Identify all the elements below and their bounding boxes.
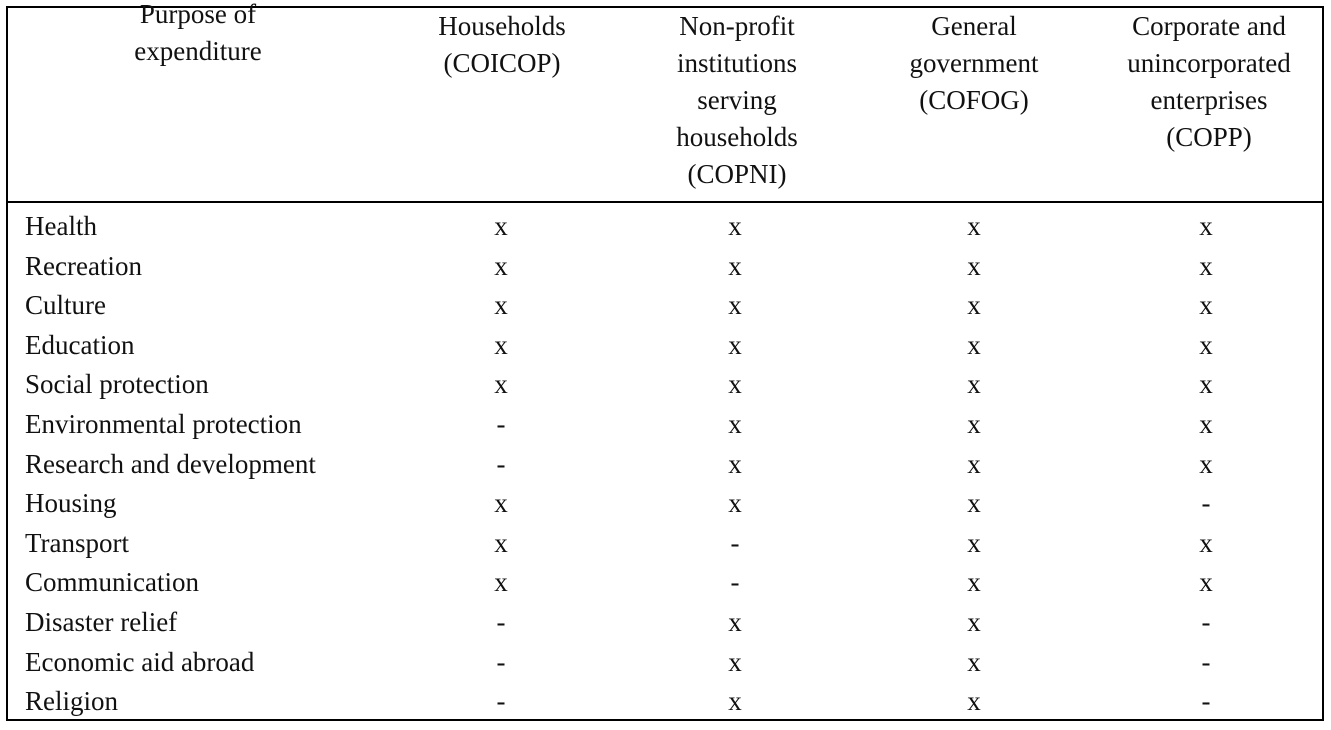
table-row xyxy=(8,208,1322,248)
table-row xyxy=(8,604,1322,644)
coverage-mark-enterprises: - xyxy=(1201,488,1211,519)
coverage-mark-government: x xyxy=(967,567,981,598)
purpose-label: Culture xyxy=(25,290,106,321)
coverage-mark-government: x xyxy=(967,290,981,321)
coverage-mark-enterprises: x xyxy=(1199,409,1213,439)
coverage-mark-households: - xyxy=(496,607,506,637)
coverage-mark-npish: x xyxy=(728,448,742,479)
purpose-label: Research and development xyxy=(25,448,316,479)
purpose-label: Religion xyxy=(25,686,118,717)
purpose-label: Transport xyxy=(25,527,130,558)
coverage-mark-government: x xyxy=(967,250,981,281)
coverage-mark-government: x xyxy=(967,329,981,360)
header-npish: Non-profit institutions serving households (COPNI) xyxy=(676,11,798,189)
expenditure-table xyxy=(6,0,1324,721)
table-row xyxy=(8,485,1322,525)
coverage-mark-enterprises: x xyxy=(1199,567,1213,598)
header-households: Households (COICOP) xyxy=(438,11,566,78)
coverage-mark-households: x xyxy=(494,250,508,281)
coverage-mark-npish: x xyxy=(728,488,742,519)
purpose-label: Communication xyxy=(25,567,199,598)
purpose-label: Disaster relief xyxy=(25,607,178,637)
header-government: General government (COFOG) xyxy=(909,11,1039,115)
coverage-mark-enterprises: x xyxy=(1199,211,1213,241)
coverage-mark-government: x xyxy=(967,686,981,717)
coverage-mark-households: x xyxy=(494,211,508,241)
purpose-label: Health xyxy=(25,211,97,241)
coverage-mark-npish: x xyxy=(728,250,742,281)
coverage-mark-households: x xyxy=(494,369,508,400)
coverage-mark-npish: - xyxy=(730,567,740,598)
coverage-mark-households: - xyxy=(496,646,506,677)
coverage-mark-government: x xyxy=(967,211,981,241)
coverage-mark-households: - xyxy=(496,448,506,479)
coverage-mark-government: x xyxy=(967,527,981,558)
coverage-mark-government: x xyxy=(967,488,981,519)
coverage-mark-enterprises: x xyxy=(1199,250,1213,281)
coverage-mark-npish: x xyxy=(728,607,742,637)
header-divider xyxy=(8,201,1322,203)
coverage-mark-enterprises: - xyxy=(1201,686,1211,717)
coverage-mark-government: x xyxy=(967,607,981,637)
coverage-mark-npish: - xyxy=(730,527,740,558)
coverage-mark-enterprises: x xyxy=(1199,290,1213,321)
purpose-label: Education xyxy=(25,329,135,360)
table-row xyxy=(8,446,1322,486)
table-row xyxy=(8,248,1322,288)
purpose-label: Environmental protection xyxy=(25,409,302,439)
table-row xyxy=(8,327,1322,367)
purpose-label: Recreation xyxy=(25,250,142,281)
coverage-mark-households: x xyxy=(494,290,508,321)
table-row xyxy=(8,683,1322,723)
table-row xyxy=(8,644,1322,684)
coverage-mark-npish: x xyxy=(728,646,742,677)
purpose-label: Economic aid abroad xyxy=(25,646,255,677)
coverage-mark-government: x xyxy=(967,448,981,479)
coverage-mark-households: x xyxy=(494,527,508,558)
coverage-mark-npish: x xyxy=(728,329,742,360)
coverage-mark-government: x xyxy=(967,409,981,439)
coverage-mark-npish: x xyxy=(728,686,742,717)
coverage-mark-government: x xyxy=(967,369,981,400)
coverage-mark-households: - xyxy=(496,409,506,439)
coverage-mark-enterprises: x xyxy=(1199,329,1213,360)
table-row xyxy=(8,564,1322,604)
table-row xyxy=(8,366,1322,406)
coverage-mark-households: x xyxy=(494,488,508,519)
coverage-mark-enterprises: x xyxy=(1199,527,1213,558)
coverage-mark-households: x xyxy=(494,329,508,360)
header-purpose: Purpose of expenditure xyxy=(134,0,262,66)
table-row xyxy=(8,525,1322,565)
coverage-mark-npish: x xyxy=(728,290,742,321)
coverage-mark-enterprises: x xyxy=(1199,369,1213,400)
coverage-mark-enterprises: - xyxy=(1201,646,1211,677)
purpose-label: Social protection xyxy=(25,369,209,400)
table-row xyxy=(8,287,1322,327)
coverage-mark-npish: x xyxy=(728,369,742,400)
purpose-label: Housing xyxy=(25,488,117,519)
coverage-mark-enterprises: x xyxy=(1199,448,1213,479)
coverage-mark-npish: x xyxy=(728,211,742,241)
coverage-mark-npish: x xyxy=(728,409,742,439)
header-enterprises: Corporate and unincorporated enterprises (COPP) xyxy=(1127,11,1291,152)
coverage-mark-households: - xyxy=(496,686,506,717)
table-row xyxy=(8,406,1322,446)
coverage-mark-government: x xyxy=(967,646,981,677)
coverage-mark-enterprises: - xyxy=(1201,607,1211,637)
coverage-mark-households: x xyxy=(494,567,508,598)
